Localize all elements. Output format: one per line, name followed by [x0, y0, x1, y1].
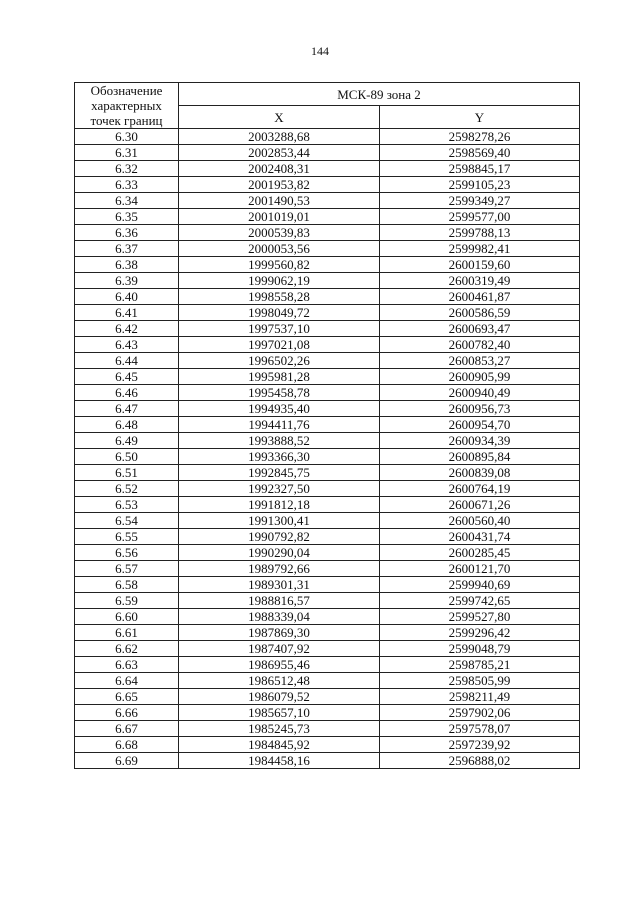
- coordinates-table: [74, 82, 580, 769]
- table-row: [75, 721, 580, 737]
- table-row: [75, 417, 580, 433]
- x-coordinate-cell: 1996502,26: [179, 353, 380, 369]
- x-coordinate-cell: 1984845,92: [179, 737, 380, 753]
- coordinate-system-header: МСК-89 зона 2: [179, 83, 580, 106]
- table-row: [75, 465, 580, 481]
- table-row: [75, 433, 580, 449]
- y-coordinate-cell: 2599788,13: [380, 225, 580, 241]
- y-coordinate-cell: 2597578,07: [380, 721, 580, 737]
- y-coordinate-cell: 2598505,99: [380, 673, 580, 689]
- point-id-cell: 6.41: [75, 305, 179, 321]
- table-header-row: [75, 83, 580, 106]
- y-coordinate-cell: 2599577,00: [380, 209, 580, 225]
- x-coordinate-cell: 1990792,82: [179, 529, 380, 545]
- x-coordinate-cell: 1999062,19: [179, 273, 380, 289]
- x-coordinate-cell: 1991812,18: [179, 497, 380, 513]
- y-coordinate-cell: 2600671,26: [380, 497, 580, 513]
- y-coordinate-cell: 2600431,74: [380, 529, 580, 545]
- x-coordinate-cell: 2001953,82: [179, 177, 380, 193]
- point-id-cell: 6.50: [75, 449, 179, 465]
- y-coordinate-cell: 2600853,27: [380, 353, 580, 369]
- x-coordinate-cell: 1993888,52: [179, 433, 380, 449]
- table-row: [75, 449, 580, 465]
- page-number: 144: [311, 44, 329, 58]
- point-id-cell: 6.69: [75, 753, 179, 769]
- y-coordinate-cell: 2600461,87: [380, 289, 580, 305]
- y-coordinate-cell: 2600586,59: [380, 305, 580, 321]
- point-id-cell: 6.44: [75, 353, 179, 369]
- x-coordinate-cell: 1995458,78: [179, 385, 380, 401]
- x-coordinate-cell: 1992845,75: [179, 465, 380, 481]
- y-coordinate-cell: 2600560,40: [380, 513, 580, 529]
- table-row: [75, 225, 580, 241]
- point-id-cell: 6.67: [75, 721, 179, 737]
- table-row: [75, 609, 580, 625]
- table-row: [75, 481, 580, 497]
- point-id-cell: 6.48: [75, 417, 179, 433]
- table-row: [75, 241, 580, 257]
- x-coordinate-cell: 1995981,28: [179, 369, 380, 385]
- table-row: [75, 401, 580, 417]
- y-coordinate-cell: 2600764,19: [380, 481, 580, 497]
- table-row: [75, 513, 580, 529]
- table-row: [75, 385, 580, 401]
- point-id-cell: 6.55: [75, 529, 179, 545]
- table-row: [75, 497, 580, 513]
- point-id-cell: 6.54: [75, 513, 179, 529]
- y-coordinate-cell: 2599349,27: [380, 193, 580, 209]
- x-coordinate-cell: 1984458,16: [179, 753, 380, 769]
- y-coordinate-cell: 2600782,40: [380, 337, 580, 353]
- x-coordinate-cell: 1987407,92: [179, 641, 380, 657]
- x-coordinate-cell: 1986512,48: [179, 673, 380, 689]
- y-coordinate-cell: 2600693,47: [380, 321, 580, 337]
- table-row: [75, 369, 580, 385]
- x-coordinate-cell: 1988339,04: [179, 609, 380, 625]
- table-row: [75, 593, 580, 609]
- y-column-header: Y: [380, 106, 580, 129]
- y-coordinate-cell: 2598211,49: [380, 689, 580, 705]
- x-coordinate-cell: 2003288,68: [179, 129, 380, 145]
- table-row: [75, 737, 580, 753]
- x-column-header: X: [179, 106, 380, 129]
- point-id-cell: 6.66: [75, 705, 179, 721]
- y-coordinate-cell: 2599527,80: [380, 609, 580, 625]
- x-coordinate-cell: 1991300,41: [179, 513, 380, 529]
- y-coordinate-cell: 2600934,39: [380, 433, 580, 449]
- point-id-cell: 6.46: [75, 385, 179, 401]
- y-coordinate-cell: 2599742,65: [380, 593, 580, 609]
- table-row: [75, 657, 580, 673]
- x-coordinate-cell: 1989301,31: [179, 577, 380, 593]
- table-row: [75, 353, 580, 369]
- table-row: [75, 641, 580, 657]
- point-id-cell: 6.68: [75, 737, 179, 753]
- y-coordinate-cell: 2600159,60: [380, 257, 580, 273]
- point-id-cell: 6.60: [75, 609, 179, 625]
- x-coordinate-cell: 1989792,66: [179, 561, 380, 577]
- y-coordinate-cell: 2600121,70: [380, 561, 580, 577]
- x-coordinate-cell: 1994935,40: [179, 401, 380, 417]
- x-coordinate-cell: 1998558,28: [179, 289, 380, 305]
- x-coordinate-cell: 1994411,76: [179, 417, 380, 433]
- table-row: [75, 161, 580, 177]
- point-id-cell: 6.61: [75, 625, 179, 641]
- table-row: [75, 177, 580, 193]
- y-coordinate-cell: 2598278,26: [380, 129, 580, 145]
- x-coordinate-cell: 1986079,52: [179, 689, 380, 705]
- x-coordinate-cell: 1986955,46: [179, 657, 380, 673]
- table-row: [75, 193, 580, 209]
- x-coordinate-cell: 1990290,04: [179, 545, 380, 561]
- table-row: [75, 545, 580, 561]
- point-id-cell: 6.43: [75, 337, 179, 353]
- table-row: [75, 305, 580, 321]
- point-id-cell: 6.51: [75, 465, 179, 481]
- point-id-cell: 6.39: [75, 273, 179, 289]
- point-id-cell: 6.49: [75, 433, 179, 449]
- table-row: [75, 129, 580, 145]
- y-coordinate-cell: 2596888,02: [380, 753, 580, 769]
- y-coordinate-cell: 2600319,49: [380, 273, 580, 289]
- x-coordinate-cell: 1988816,57: [179, 593, 380, 609]
- y-coordinate-cell: 2598785,21: [380, 657, 580, 673]
- point-id-cell: 6.33: [75, 177, 179, 193]
- point-id-cell: 6.32: [75, 161, 179, 177]
- table-row: [75, 673, 580, 689]
- y-coordinate-cell: 2599296,42: [380, 625, 580, 641]
- x-coordinate-cell: 2001490,53: [179, 193, 380, 209]
- point-id-cell: 6.30: [75, 129, 179, 145]
- point-id-cell: 6.38: [75, 257, 179, 273]
- point-id-cell: 6.47: [75, 401, 179, 417]
- y-coordinate-cell: 2600905,99: [380, 369, 580, 385]
- x-coordinate-cell: 1997537,10: [179, 321, 380, 337]
- point-id-cell: 6.58: [75, 577, 179, 593]
- table-row: [75, 289, 580, 305]
- y-coordinate-cell: 2599105,23: [380, 177, 580, 193]
- y-coordinate-cell: 2600954,70: [380, 417, 580, 433]
- y-coordinate-cell: 2597902,06: [380, 705, 580, 721]
- y-coordinate-cell: 2599048,79: [380, 641, 580, 657]
- table-row: [75, 273, 580, 289]
- point-id-cell: 6.40: [75, 289, 179, 305]
- table-body: [75, 129, 580, 769]
- y-coordinate-cell: 2597239,92: [380, 737, 580, 753]
- point-id-cell: 6.59: [75, 593, 179, 609]
- point-id-cell: 6.35: [75, 209, 179, 225]
- table-row: [75, 577, 580, 593]
- table-row: [75, 561, 580, 577]
- point-id-cell: 6.64: [75, 673, 179, 689]
- x-coordinate-cell: 1998049,72: [179, 305, 380, 321]
- y-coordinate-cell: 2600839,08: [380, 465, 580, 481]
- table-row: [75, 625, 580, 641]
- table-row: [75, 257, 580, 273]
- point-id-cell: 6.52: [75, 481, 179, 497]
- x-coordinate-cell: 1993366,30: [179, 449, 380, 465]
- table-row: [75, 689, 580, 705]
- x-coordinate-cell: 2002408,31: [179, 161, 380, 177]
- point-id-cell: 6.65: [75, 689, 179, 705]
- point-id-cell: 6.31: [75, 145, 179, 161]
- point-id-cell: 6.36: [75, 225, 179, 241]
- x-coordinate-cell: 1985657,10: [179, 705, 380, 721]
- point-id-cell: 6.53: [75, 497, 179, 513]
- y-coordinate-cell: 2600285,45: [380, 545, 580, 561]
- y-coordinate-cell: 2599982,41: [380, 241, 580, 257]
- x-coordinate-cell: 1985245,73: [179, 721, 380, 737]
- y-coordinate-cell: 2600895,84: [380, 449, 580, 465]
- point-id-cell: 6.34: [75, 193, 179, 209]
- point-id-cell: 6.63: [75, 657, 179, 673]
- point-id-cell: 6.37: [75, 241, 179, 257]
- x-coordinate-cell: 1997021,08: [179, 337, 380, 353]
- x-coordinate-cell: 2000539,83: [179, 225, 380, 241]
- y-coordinate-cell: 2600940,49: [380, 385, 580, 401]
- point-id-cell: 6.42: [75, 321, 179, 337]
- table-row: [75, 209, 580, 225]
- table-row: [75, 337, 580, 353]
- y-coordinate-cell: 2600956,73: [380, 401, 580, 417]
- x-coordinate-cell: 1999560,82: [179, 257, 380, 273]
- y-coordinate-cell: 2598845,17: [380, 161, 580, 177]
- x-coordinate-cell: 2001019,01: [179, 209, 380, 225]
- point-designation-header: Обозначение характерных точек границ: [75, 83, 179, 129]
- x-coordinate-cell: 1992327,50: [179, 481, 380, 497]
- y-coordinate-cell: 2598569,40: [380, 145, 580, 161]
- point-id-cell: 6.56: [75, 545, 179, 561]
- table-row: [75, 705, 580, 721]
- x-coordinate-cell: 1987869,30: [179, 625, 380, 641]
- table-row: [75, 321, 580, 337]
- point-id-cell: 6.62: [75, 641, 179, 657]
- y-coordinate-cell: 2599940,69: [380, 577, 580, 593]
- x-coordinate-cell: 2002853,44: [179, 145, 380, 161]
- table-row: [75, 753, 580, 769]
- table-row: [75, 145, 580, 161]
- x-coordinate-cell: 2000053,56: [179, 241, 380, 257]
- point-id-cell: 6.57: [75, 561, 179, 577]
- table-row: [75, 529, 580, 545]
- point-id-cell: 6.45: [75, 369, 179, 385]
